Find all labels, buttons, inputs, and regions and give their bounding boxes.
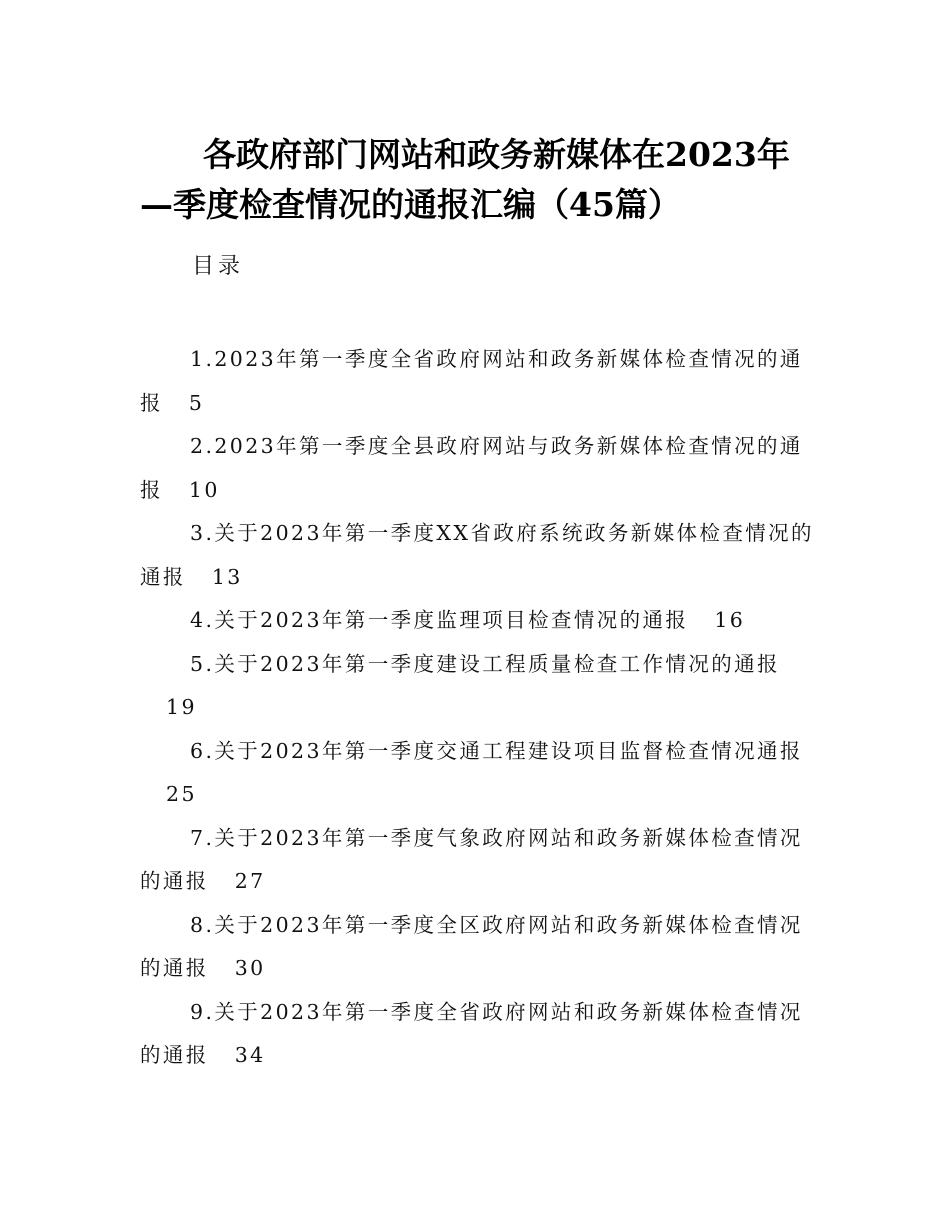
toc-entry-page-number: 5 xyxy=(188,390,205,415)
toc-entry-title: 9.关于2023年第一季度全省政府网站和政务新媒体检查情况的通报 xyxy=(140,999,803,1067)
toc-entry-page-number: 27 xyxy=(234,869,266,893)
toc-entry xyxy=(140,904,820,991)
toc-entry xyxy=(140,643,820,730)
toc-entry-title: 1.2023年第一季度全省政府网站和政务新媒体检查情况的通报 xyxy=(140,347,803,415)
toc-entry-title: 4.关于2023年第一季度监理项目检查情况的通报 xyxy=(190,608,689,632)
toc-entry-page-number: 19 xyxy=(166,695,197,719)
document-title-line-1: 各政府部门网站和政务新媒体在2023年 xyxy=(203,135,790,175)
toc-entry-page-number: 13 xyxy=(211,564,243,589)
toc-entry-page-number: 34 xyxy=(234,1043,266,1067)
toc-entry xyxy=(140,817,820,904)
toc-entry-page-number: 10 xyxy=(188,477,220,502)
document-title xyxy=(140,130,820,230)
toc-entry-page-number: 16 xyxy=(714,608,746,632)
toc-entry xyxy=(140,512,820,599)
toc-entry-title: 8.关于2023年第一季度全区政府网站和政务新媒体检查情况的通报 xyxy=(140,912,803,980)
toc-entry-page-number: 25 xyxy=(166,782,197,806)
document-title-line-2: —季度检查情况的通报汇编（45篇） xyxy=(140,185,681,225)
toc-entry xyxy=(140,599,820,643)
toc-entry xyxy=(140,425,820,512)
toc-entry-page-number: 30 xyxy=(234,956,266,980)
toc-entry-title: 2.2023年第一季度全县政府网站与政务新媒体检查情况的通报 xyxy=(140,434,803,502)
toc-entry-title: 7.关于2023年第一季度气象政府网站和政务新媒体检查情况的通报 xyxy=(140,825,803,893)
toc-entry xyxy=(140,338,820,425)
toc-entry xyxy=(140,730,820,817)
toc-entry-title: 5.关于2023年第一季度建设工程质量检查工作情况的通报 xyxy=(190,651,780,676)
toc-entry-title: 3.关于2023年第一季度XX省政府系统政务新媒体检查情况的通报 xyxy=(140,521,814,589)
toc-entry xyxy=(140,991,820,1078)
toc-heading: 目录 xyxy=(192,254,245,279)
toc-entry-title: 6.关于2023年第一季度交通工程建设项目监督检查情况通报 xyxy=(190,738,803,763)
table-of-contents xyxy=(140,338,820,1078)
